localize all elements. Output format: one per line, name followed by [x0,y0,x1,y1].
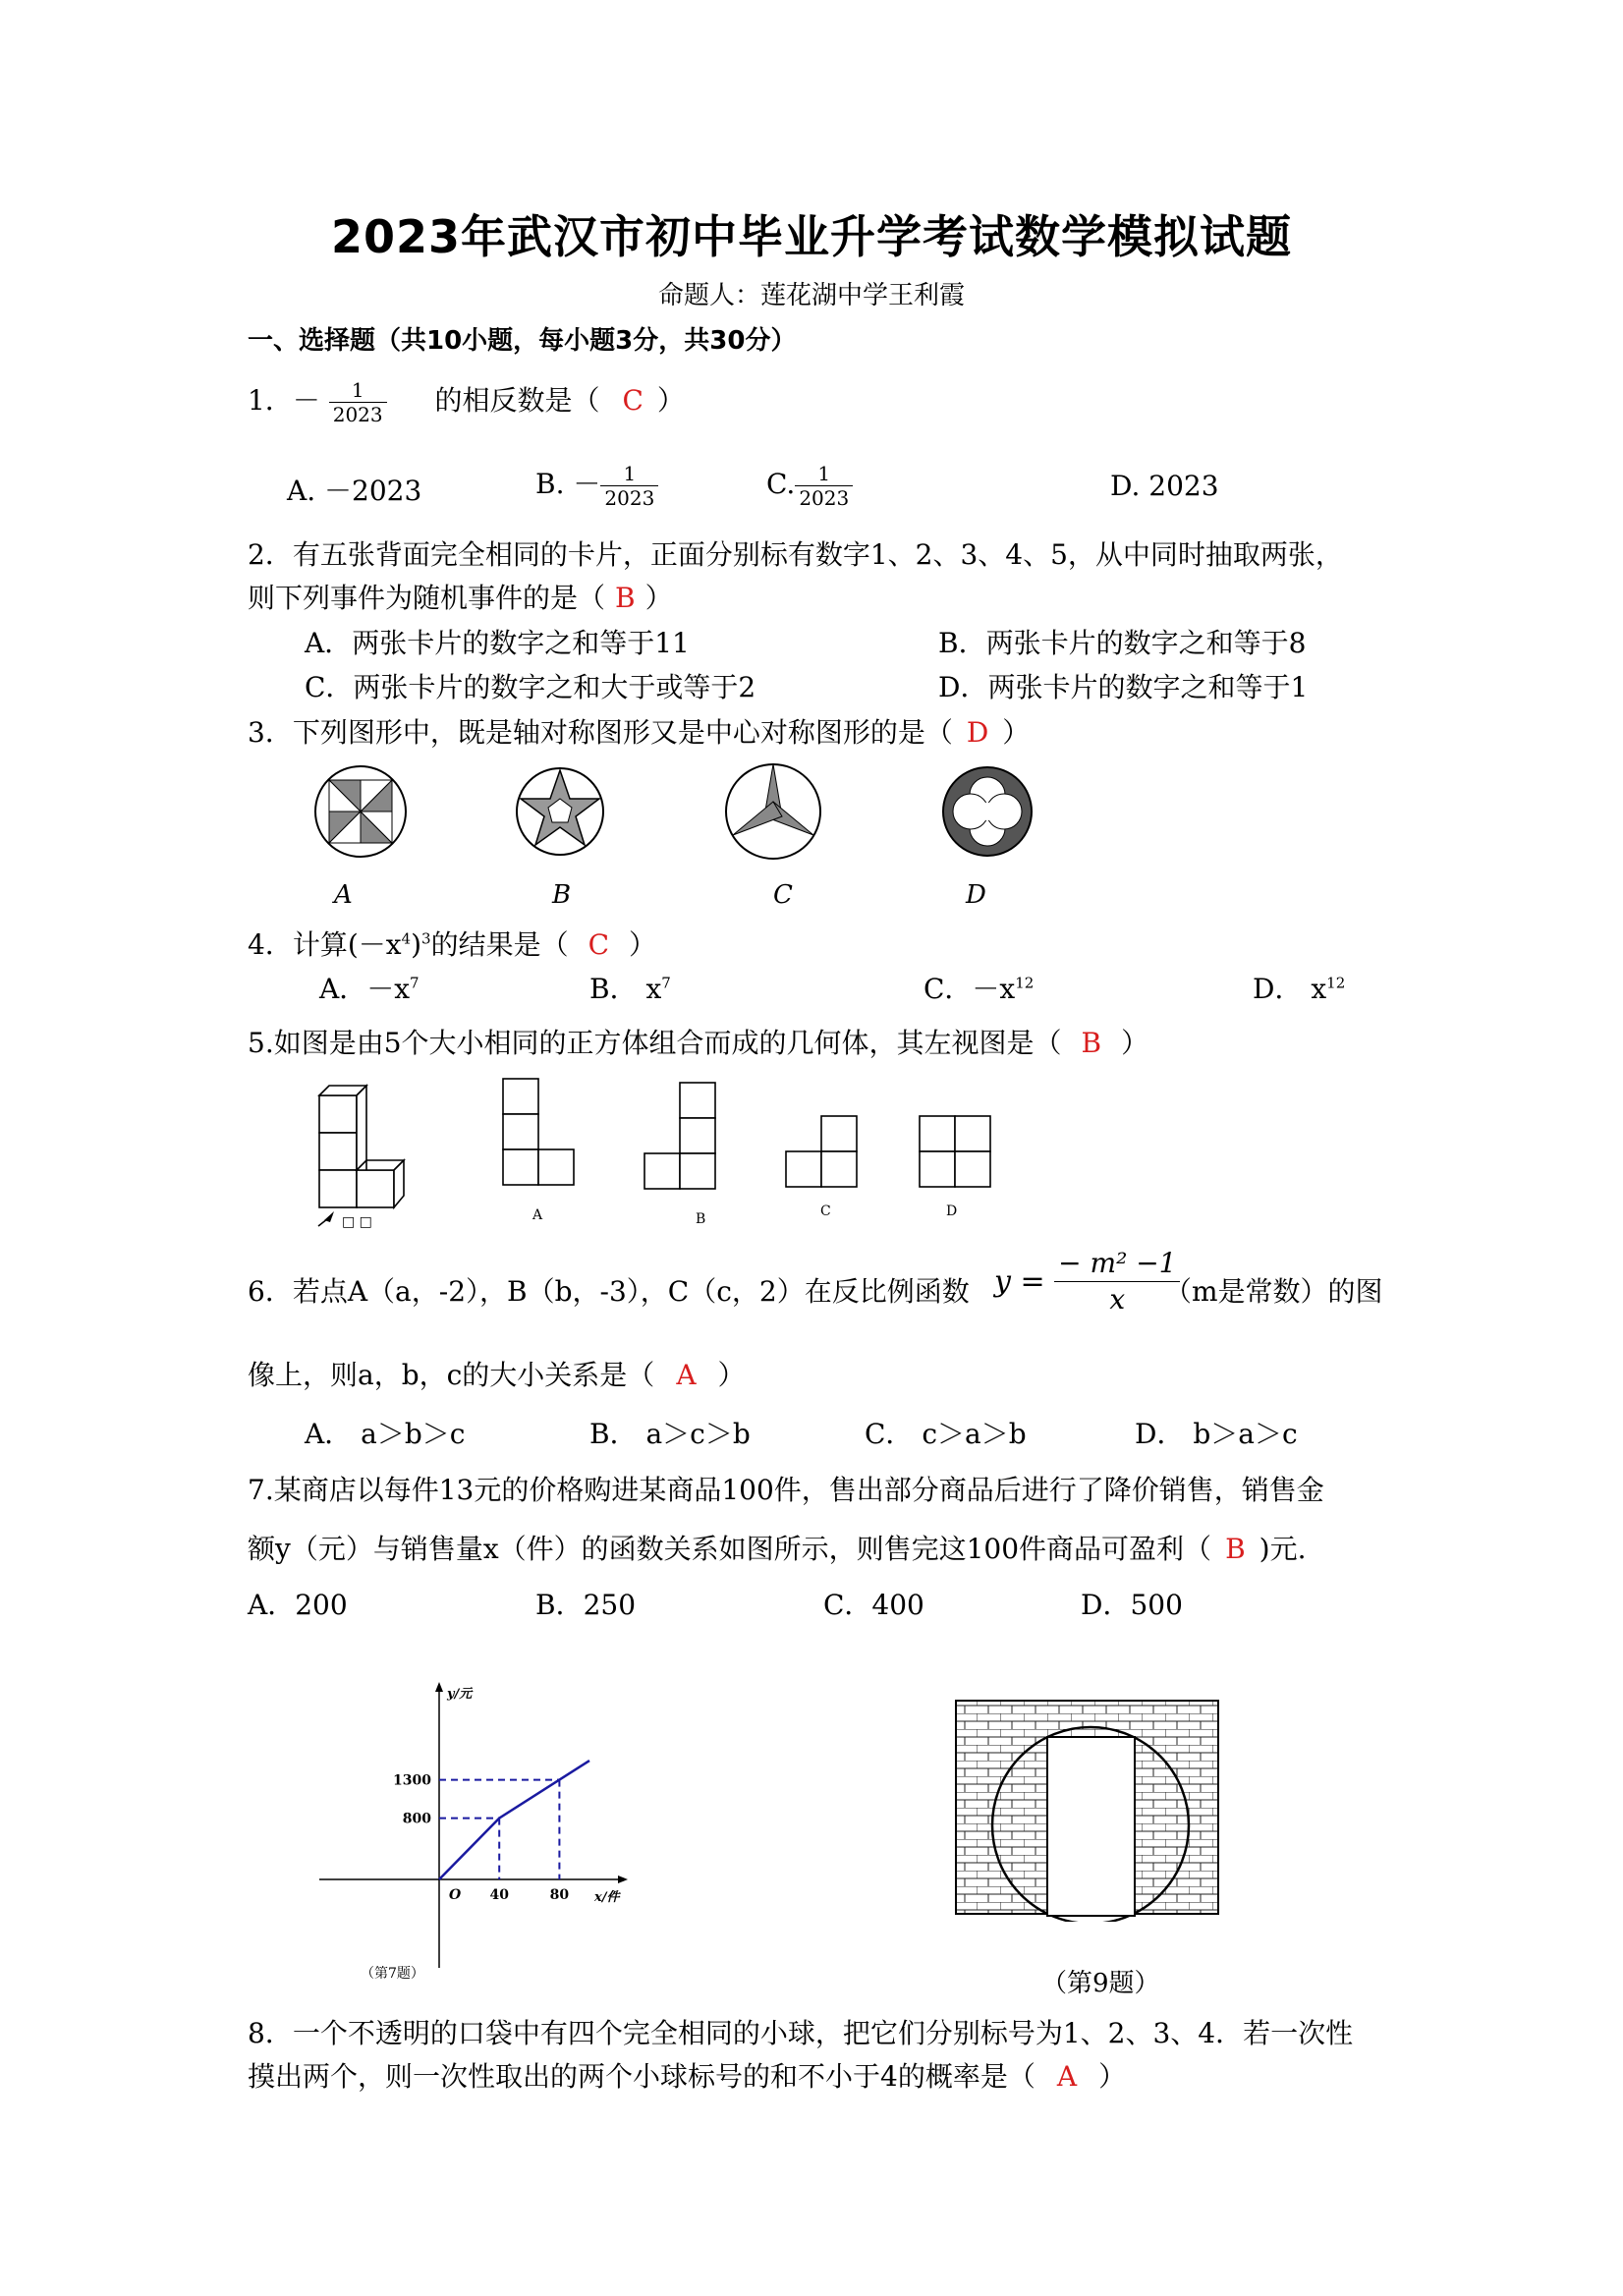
page-title: 2023年武汉市初中毕业升学考试数学模拟试题 [330,210,1293,263]
q3-text [248,711,1030,751]
q4-sup1: 4 [401,929,412,948]
q5-option-b-view [644,1083,715,1189]
x-tick-80: 80 [549,1887,570,1903]
figure-c-triblade [726,764,820,859]
q6-line2 [248,1354,746,1393]
q1-prefix: 1．－ [248,384,320,417]
author-line: 命题人：莲花湖中学王利霞 [657,281,965,310]
q4-text-a: 4．计算(－x [248,928,402,961]
origin-label: O [449,1887,462,1903]
q8-close: ） [1098,2060,1127,2093]
q7-graph-caption: （第7题） [361,1966,424,1982]
sales-line [439,1761,589,1879]
q4-option-a [319,968,420,1007]
q4-text-b: ) [411,928,422,961]
q8-line2 [248,2055,1126,2095]
q5-label-c: C [820,1204,831,1219]
q1-frac-num: 1 [329,378,387,403]
q4-close: ） [629,928,657,961]
q3-label-a: A [334,880,353,910]
q3-figures [295,756,1081,884]
q4-optc-sup: 12 [1015,974,1035,992]
q6-option-a: A． a＞b＞c [305,1418,466,1450]
q7-option-b: B．250 [535,1589,637,1621]
q5-option-a-view [503,1079,574,1185]
q7-answer: B [1225,1533,1246,1565]
q2-line2-text: 则下列事件为随机事件的是（ [248,582,606,614]
q1-optc-num: 1 [795,462,853,486]
q1-text: 的相反数是（ [434,384,600,417]
q5-label-b: B [696,1211,706,1227]
q2-answer: B [615,582,636,614]
q3-label-d: D [966,880,986,910]
q1-close: ） [656,384,685,417]
q5-text [248,1022,1148,1061]
q1-option-a: A. －2023 [287,475,422,507]
q1-optc-den: 2023 [799,486,850,510]
q5-figures [305,1071,1012,1238]
q3-label-c: C [773,880,793,910]
q7-line2 [248,1528,1306,1567]
q7-line1: 7.某商店以每件13元的价格购进某商品100件，售出部分商品后进行了降价销售，销售金 [248,1474,1324,1506]
q1-answer: C [622,384,644,417]
q4-answer: C [588,928,610,961]
q4-sup2: 3 [421,929,431,948]
q7-option-d: D．500 [1081,1589,1183,1621]
q5-view-marker: □ □ [342,1214,372,1230]
q6-func-lhs: y = [994,1264,1045,1299]
q4-option-c [923,968,1034,1007]
q5-label-d: D [946,1204,958,1219]
q7-option-c: C．400 [823,1589,924,1621]
q6-line1: 6．若点A（a，-2），B（b，-3），C（c，2）在反比例函数 [248,1275,970,1308]
q2-option-c: C．两张卡片的数字之和大于或等于2 [305,671,756,703]
q2-option-a: A．两张卡片的数字之和等于11 [305,627,690,659]
q1-optc-prefix: C. [766,468,796,500]
q1-fraction [329,378,387,426]
q1-frac-den: 2023 [332,403,383,426]
figure-a-pinwheel [315,766,406,857]
q1-option-b [535,462,658,510]
q6-func-fraction [1054,1246,1180,1317]
q5-answer: B [1081,1027,1102,1059]
q5-label-a: A [532,1207,543,1223]
q2-close: ） [644,582,673,614]
q3-close: ） [1002,716,1031,749]
q3-answer: D [966,716,989,749]
y-tick-1300: 1300 [393,1772,431,1789]
q6-line1-tail: （m是常数）的图 [1164,1275,1383,1308]
q4-opta-sup: 7 [410,974,420,992]
q2-line1: 2．有五张背面完全相同的卡片，正面分别标有数字1、2、3、4、5，从中同时抽取两张， [248,538,1343,571]
q1-option-c [766,462,853,510]
q5-solid-figure [319,1086,404,1207]
q5-option-c-view [786,1116,857,1187]
q6-func-den: x [1109,1283,1126,1316]
q8-line2-text: 摸出两个，则一次性取出的两个小球标号的和不小于4的概率是（ [248,2060,1035,2093]
q3-text-body: 3．下列图形中，既是轴对称图形又是中心对称图形的是（ [248,716,953,749]
q8-answer: A [1056,2060,1078,2093]
q1-optb-den: 2023 [604,486,655,510]
y-axis-label: y/元 [447,1687,473,1702]
section-heading: 一、选择题（共10小题，每小题3分，共30分） [248,326,797,356]
q1-optc-fraction [795,462,853,510]
q1-option-d: D. 2023 [1110,470,1219,502]
figure-d-petals [943,767,1032,856]
q4-opta-text: A．－x [319,973,411,1005]
q4-option-d [1253,968,1345,1007]
q6-line2-text: 像上，则a，b，c的大小关系是（ [248,1359,655,1391]
q1-optb-num: 1 [600,462,658,486]
q4-text-c: 的结果是（ [430,928,569,961]
q6-function [994,1246,1180,1317]
q6-close: ） [717,1359,746,1391]
q1-optb-prefix: B. － [535,468,601,500]
q6-func-num: − m² −1 [1054,1246,1180,1282]
q3-label-b: B [552,880,572,910]
q6-option-d: D． b＞a＞c [1135,1418,1298,1450]
q7-graph [314,1680,648,1985]
q6-answer: A [676,1359,697,1391]
q4-optd-text: D． x [1253,973,1327,1005]
q4-text [248,924,656,963]
q9-brick-arch-figure [953,1698,1228,1922]
q4-optd-sup: 12 [1326,974,1346,992]
x-axis-arrow-icon [618,1876,628,1883]
q7-option-a: A．200 [248,1589,348,1621]
figure-b-star [517,768,603,855]
q4-optb-text: B． x [589,973,662,1005]
x-tick-40: 40 [489,1887,509,1903]
q6-option-c: C． c＞a＞b [865,1418,1027,1450]
q7-line2-text: 额y（元）与销售量x（件）的函数关系如图所示，则售完这100件商品可盈利（ [248,1533,1212,1565]
q2-option-b: B．两张卡片的数字之和等于8 [938,627,1307,659]
q4-optb-sup: 7 [661,974,671,992]
q5-close: ） [1121,1027,1149,1059]
q2-line2 [248,577,673,616]
q4-option-b [589,968,671,1007]
q9-caption: （第9题） [1041,1969,1160,1998]
q7-close: )元. [1259,1533,1307,1565]
q8-line1: 8．一个不透明的口袋中有四个完全相同的小球，把它们分别标号为1、2、3、4．若一次性 [248,2017,1354,2049]
q6-option-b: B． a＞c＞b [589,1418,751,1450]
q5-text-body: 5.如图是由5个大小相同的正方体组合而成的几何体，其左视图是（ [248,1027,1062,1059]
q2-option-d: D．两张卡片的数字之和等于1 [938,671,1309,703]
y-axis-arrow-icon [435,1682,443,1692]
x-axis-label: x/件 [594,1890,620,1905]
q5-option-d-view [920,1116,990,1187]
q1-optb-fraction [600,462,658,510]
q4-optc-text: C．－x [923,973,1016,1005]
question-1 [248,378,685,426]
y-tick-800: 800 [402,1811,431,1827]
